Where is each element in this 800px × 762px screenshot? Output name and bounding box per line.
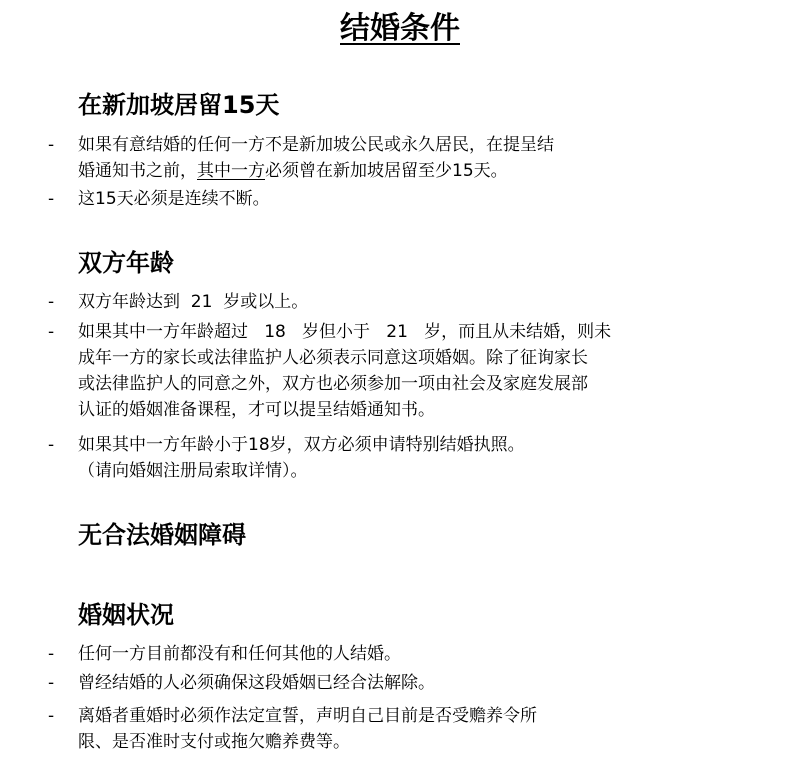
text-line: 认证的婚姻准备课程，才可以提呈结婚通知书。 <box>78 400 435 420</box>
list-dash: - <box>48 135 55 155</box>
list-item-text <box>78 670 435 696</box>
text-line: （请向婚姻注册局索取详情）。 <box>78 461 308 481</box>
section-heading-marital-status: 婚姻状况 <box>78 601 174 629</box>
list-dash: - <box>48 706 55 726</box>
list-item-text <box>78 641 401 667</box>
text-line: 离婚者重婚时必须作法定宣誓，声明自己目前是否受赡养令所 <box>78 706 537 726</box>
list-dash: - <box>48 322 55 342</box>
section-heading-age: 双方年龄 <box>78 249 174 277</box>
text-line: 成年一方的家长或法律监护人必须表示同意这项婚姻。除了征询家长 <box>78 348 588 368</box>
list-item-text <box>78 319 611 423</box>
text-line: 曾经结婚的人必须确保这段婚姻已经合法解除。 <box>78 673 435 693</box>
list-dash: - <box>48 292 55 312</box>
text-line: 如果其中一方年龄小于18岁，双方必须申请特别结婚执照。 <box>78 435 525 455</box>
text-line: 如果有意结婚的任何一方不是新加坡公民或永久居民，在提呈结 <box>78 135 554 155</box>
text-line: 限、是否准时支付或拖欠赡养费等。 <box>78 732 350 752</box>
list-dash: - <box>48 435 55 455</box>
document-title <box>0 8 800 50</box>
text-run: 婚通知书之前， <box>78 161 197 181</box>
text-line: 任何一方目前都没有和任何其他的人结婚。 <box>78 644 401 664</box>
list-dash: - <box>48 644 55 664</box>
text-line: 或法律监护人的同意之外，双方也必须参加一项由社会及家庭发展部 <box>78 374 588 394</box>
text-line <box>78 158 554 184</box>
list-item-text <box>78 432 525 484</box>
text-line: 这15天必须是连续不断。 <box>78 189 270 209</box>
list-item-text <box>78 703 537 755</box>
underlined-text: 其中一方 <box>197 161 265 181</box>
text-line: 如果其中一方年龄超过 18 岁但小于 21 岁，而且从未结婚，则未 <box>78 322 612 342</box>
section-heading-residency: 在新加坡居留15天 <box>78 91 280 119</box>
list-item-text <box>78 186 270 212</box>
document-title-text: 结婚条件 <box>340 11 460 46</box>
section-heading-no-impediment: 无合法婚姻障碍 <box>78 521 246 549</box>
list-item-text <box>78 289 308 315</box>
text-run: 必须曾在新加坡居留至少15天。 <box>265 161 508 181</box>
list-item-text <box>78 132 554 184</box>
text-line: 双方年龄达到 21 岁或以上。 <box>78 292 309 312</box>
list-dash: - <box>48 189 55 209</box>
list-dash: - <box>48 673 55 693</box>
